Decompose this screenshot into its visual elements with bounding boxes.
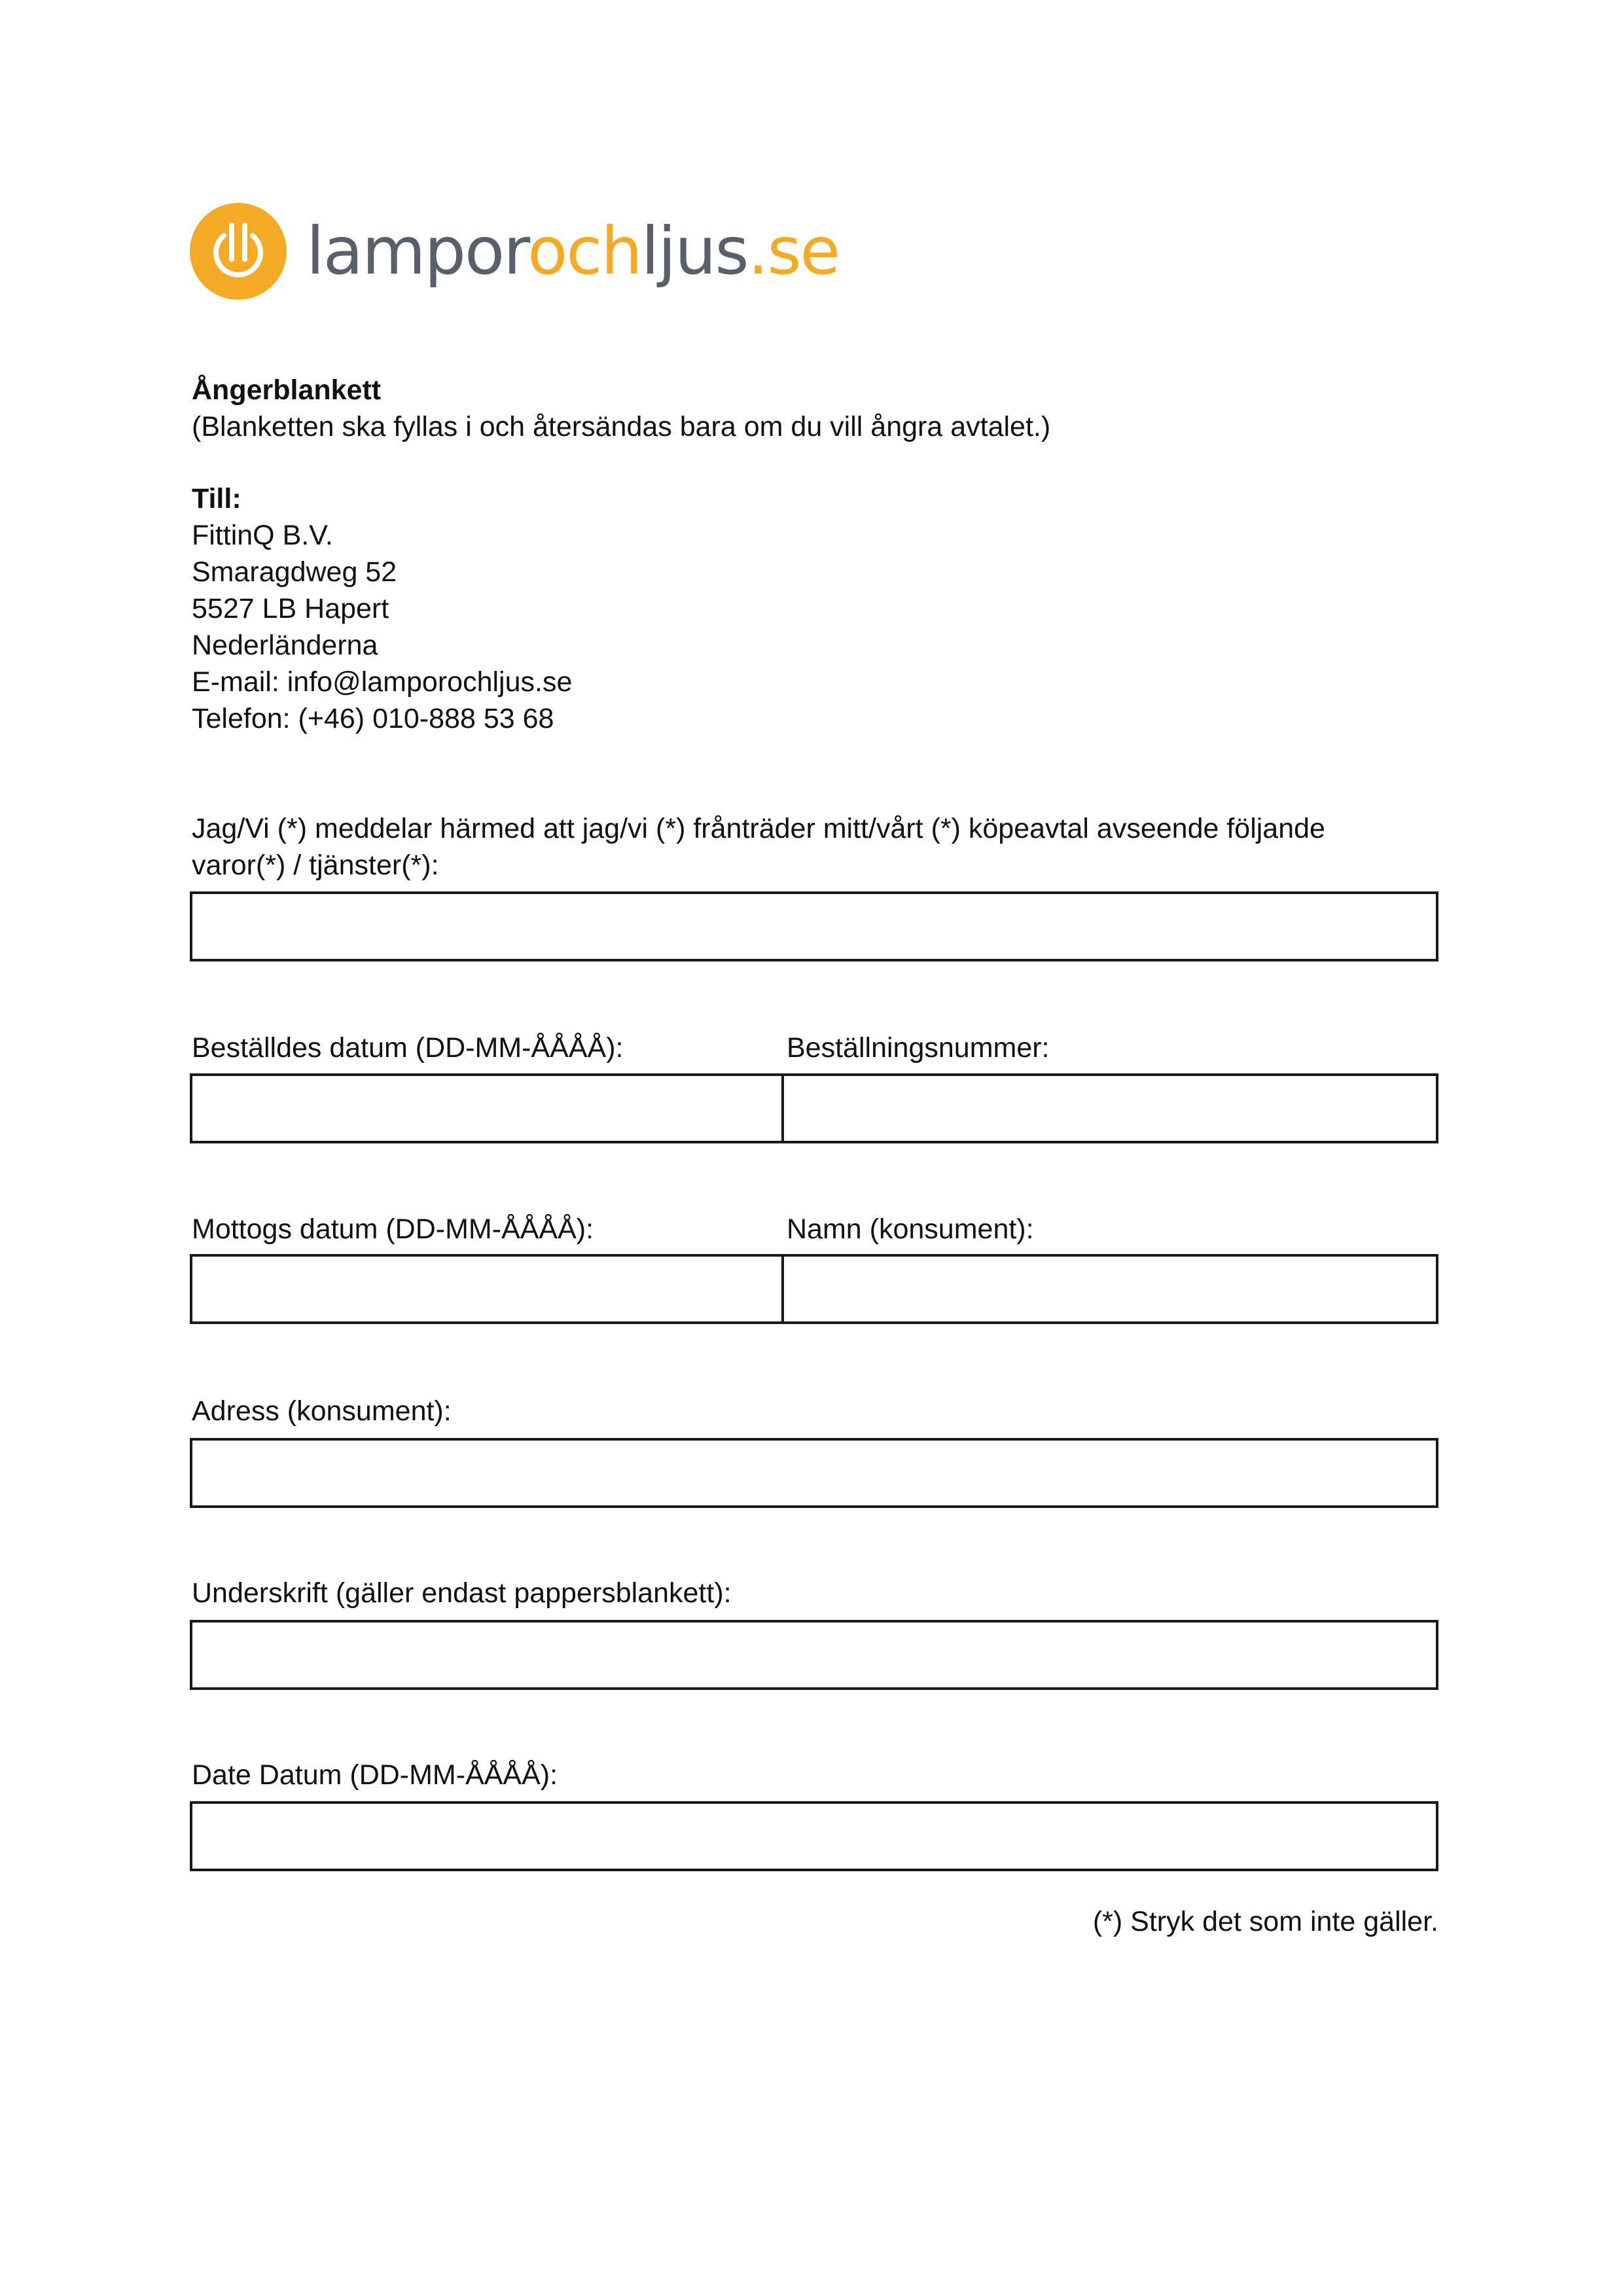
recipient-country: Nederländerna <box>192 630 378 661</box>
order-number-label: Beställningsnummer: <box>787 1032 1050 1064</box>
logo-wordmark <box>306 213 840 289</box>
recipient-phone: Telefon: (+46) 010-888 53 68 <box>192 703 554 734</box>
order-number-field[interactable] <box>781 1073 1438 1143</box>
footnote: (*) Stryk det som inte gäller. <box>1092 1906 1438 1937</box>
recipient-company: FittinQ B.V. <box>192 520 333 551</box>
ordered-date-field[interactable] <box>190 1073 781 1143</box>
received-date-label: Mottogs datum (DD-MM-ÅÅÅÅ): <box>192 1213 594 1245</box>
withdrawal-statement-line2: varor(*) / tjänster(*): <box>192 850 439 881</box>
logo-text-och: och <box>527 213 641 289</box>
withdrawal-statement-line1: Jag/Vi (*) meddelar härmed att jag/vi (*) frånträder mitt/vårt (*) köpeavtal avseende följande <box>192 813 1325 844</box>
company-logo <box>190 202 839 301</box>
date-field[interactable] <box>190 1801 1438 1871</box>
consumer-name-field[interactable] <box>781 1254 1438 1324</box>
recipient-label: Till: <box>192 483 241 514</box>
form-subtitle: (Blanketten ska fyllas i och återsändas bara om du vill ångra avtalet.) <box>192 411 1051 442</box>
recipient-postal: 5527 LB Hapert <box>192 593 389 624</box>
lamp-power-icon <box>190 203 287 300</box>
date-label: Date Datum (DD-MM-ÅÅÅÅ): <box>192 1759 558 1791</box>
recipient-street: Smaragdweg 52 <box>192 556 397 588</box>
logo-text-lampor: lampor <box>306 213 528 289</box>
ordered-date-label: Beställdes datum (DD-MM-ÅÅÅÅ): <box>192 1032 624 1064</box>
consumer-name-label: Namn (konsument): <box>787 1213 1034 1245</box>
signature-label: Underskrift (gäller endast pappersblankett): <box>192 1577 732 1609</box>
received-date-field[interactable] <box>190 1254 781 1324</box>
recipient-email: E-mail: info@lamporochljus.se <box>192 666 573 698</box>
form-title: Ångerblankett <box>192 374 382 406</box>
signature-field[interactable] <box>190 1620 1438 1690</box>
logo-text-se: .se <box>747 213 840 289</box>
consumer-address-field[interactable] <box>190 1438 1438 1508</box>
consumer-address-label: Adress (konsument): <box>192 1395 452 1427</box>
goods-services-field[interactable] <box>190 891 1438 961</box>
logo-text-ljus: ljus <box>641 213 748 289</box>
